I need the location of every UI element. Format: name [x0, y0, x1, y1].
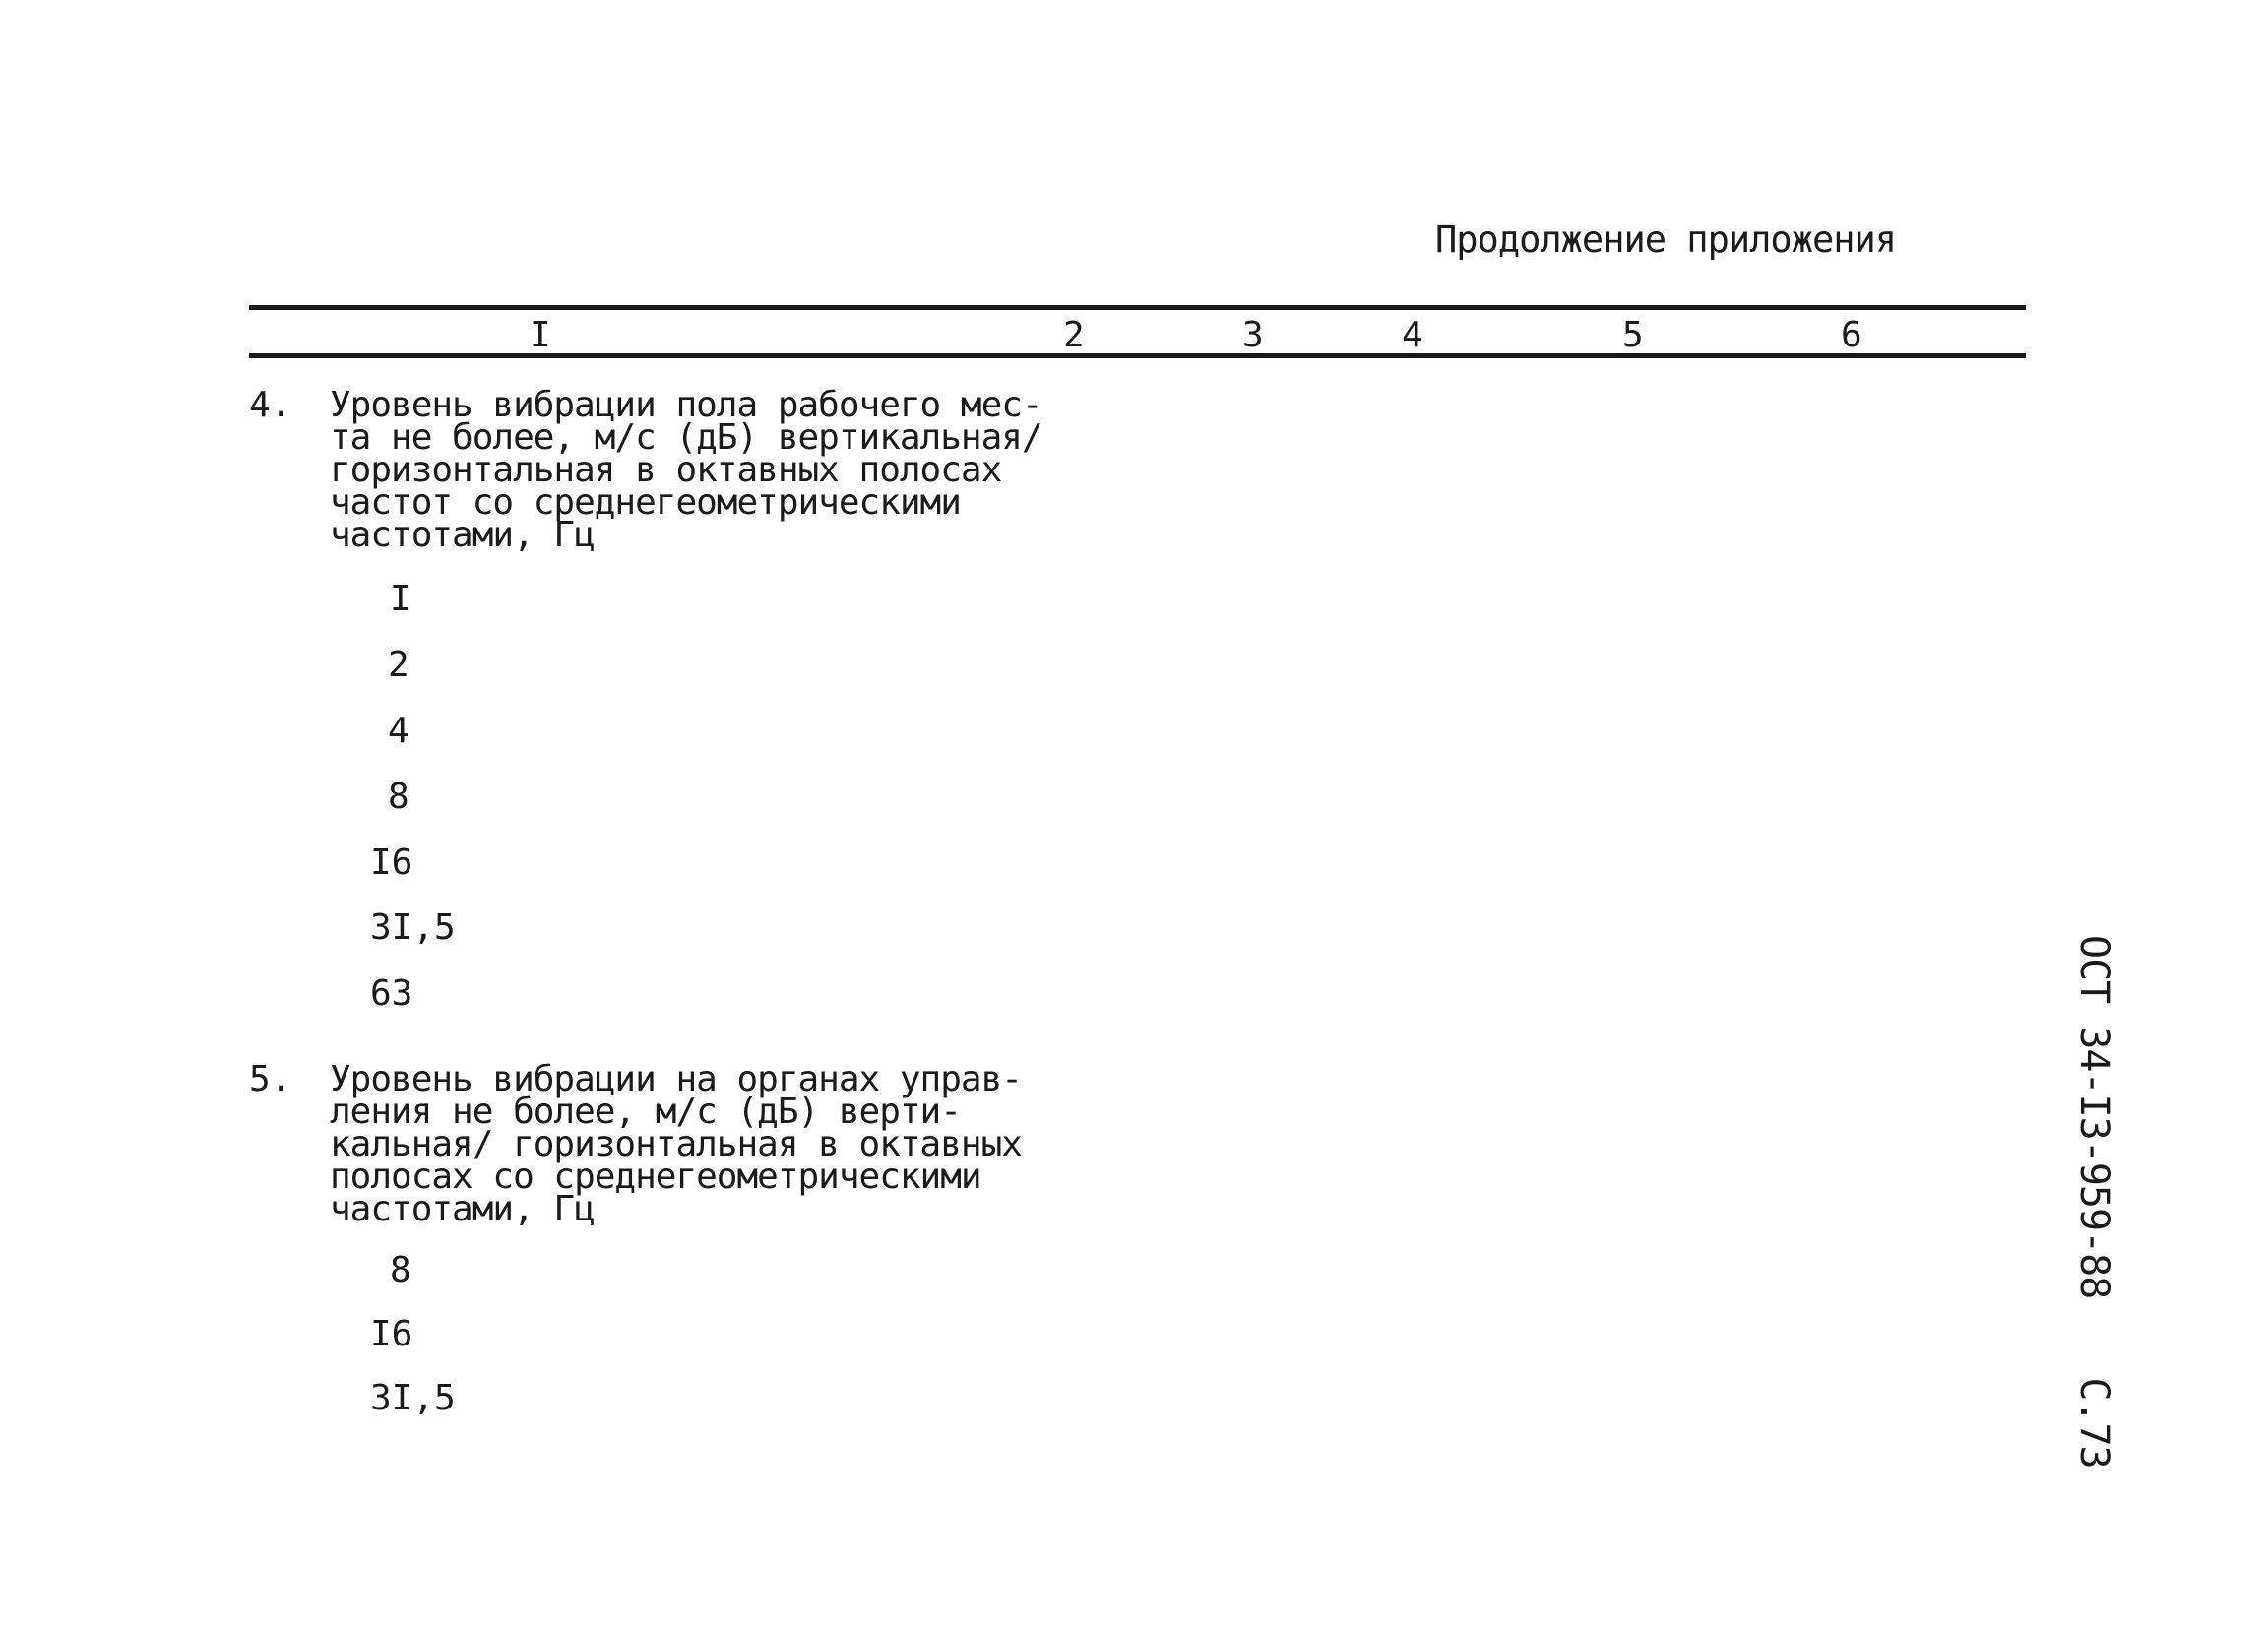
- item-description: Уровень вибрации пола рабочего мес- та не более, м/с (дБ) вертикальная/ горизонтальная в октавных полосах частот со среднегеометрическими частотами, Гц: [330, 385, 1042, 555]
- frequency-value: 63: [370, 973, 413, 1014]
- column-number-5: 5: [1622, 315, 1644, 355]
- column-number-1: I: [530, 315, 551, 355]
- item-description: Уровень вибрации на органах управ- ления не более, м/с (дБ) верти- кальная/ горизонтальная в октавных полосах со среднегеометрическими частотами, Гц: [330, 1059, 1022, 1229]
- column-number-6: 6: [1841, 315, 1862, 355]
- frequency-value: I6: [370, 843, 413, 883]
- frequency-value: 8: [390, 1250, 411, 1290]
- frequency-value: 3I,5: [370, 1378, 456, 1418]
- frequency-value: I6: [370, 1314, 413, 1354]
- frequency-value: 3I,5: [370, 907, 456, 948]
- column-number-3: 3: [1242, 315, 1264, 355]
- column-number-2: 2: [1063, 315, 1085, 355]
- continuation-caption: Продолжение приложения: [1435, 219, 1897, 261]
- standard-designation: ОСТ 34-I3-959-88: [2071, 935, 2116, 1299]
- frequency-value: 4: [388, 711, 410, 751]
- side-standard-label: [2071, 935, 2116, 1469]
- frequency-value: 8: [388, 777, 410, 817]
- item-number: 5.: [249, 1059, 292, 1099]
- table-header-rule: [249, 353, 2026, 358]
- page-number: С.73: [2071, 1377, 2116, 1469]
- frequency-value: 2: [388, 645, 410, 685]
- table-top-rule: [249, 305, 2026, 310]
- item-number: 4.: [249, 385, 292, 425]
- frequency-value: I: [390, 579, 411, 619]
- column-number-4: 4: [1402, 315, 1423, 355]
